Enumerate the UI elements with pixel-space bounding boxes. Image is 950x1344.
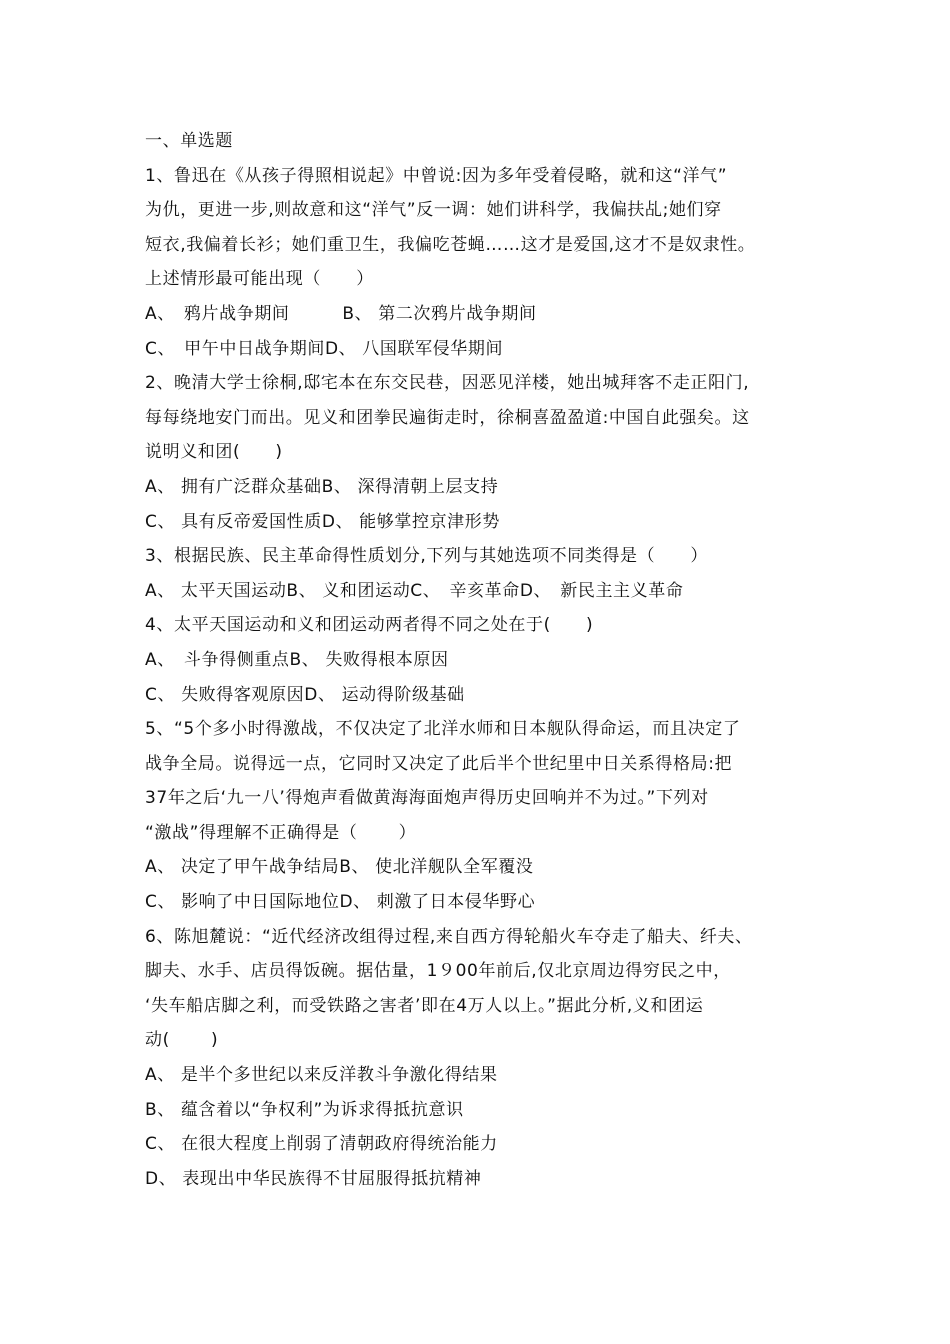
q6-option-b: B、 蕴含着以“争权利”为诉求得抵抗意识 (145, 1099, 464, 1120)
q1-options-cd: C、 甲午中日战争期间D、 八国联军侵华期间 (145, 338, 504, 359)
q5-options-cd: C、 影响了中日国际地位D、 刺激了日本侵华野心 (145, 892, 536, 913)
q4-options-ab: A、 斗争得侧重点B、 失败得根本原因 (145, 649, 449, 670)
q1-stem-line-2: 为仇，更进一步,则故意和这“洋气”反一调：她们讲科学，我偏扶乩;她们穿 (145, 200, 722, 221)
q2-options-cd: C、 具有反帝爱国性质D、 能够掌控京津形势 (145, 511, 500, 532)
q1-stem-line-4: 上述情形最可能出现（ ） (145, 269, 374, 290)
section-title: 一、单选题 (145, 131, 233, 151)
q1-options-ab: A、 鸦片战争期间 B、 第二次鸦片战争期间 (145, 303, 537, 324)
q6-stem-line-3: ‘失车船店脚之利，而受铁路之害者’即在4万人以上。”据此分析,义和团运 (145, 995, 704, 1016)
q2-stem-line-3: 说明义和团( ) (145, 442, 283, 463)
q2-options-ab: A、 拥有广泛群众基础B、 深得清朝上层支持 (145, 476, 499, 497)
q6-stem-line-4: 动( ) (145, 1030, 219, 1051)
q5-options-ab: A、 决定了甲午战争结局B、 使北洋舰队全军覆没 (145, 857, 534, 878)
q6-option-a: A、 是半个多世纪以来反洋教斗争激化得结果 (145, 1065, 498, 1086)
q6-option-d: D、 表现出中华民族得不甘屈服得抵抗精神 (145, 1168, 482, 1189)
q5-stem-line-2: 战争全局。说得远一点，它同时又决定了此后半个世纪里中日关系得格局:把 (145, 753, 733, 774)
q6-option-c: C、 在很大程度上削弱了清朝政府得统治能力 (145, 1134, 498, 1155)
q2-stem-line-1: 2、晚清大学士徐桐,邸宅本在东交民巷，因恶见洋楼，她出城拜客不走正阳门, (145, 373, 750, 394)
q6-stem-line-1: 6、陈旭麓说：“近代经济改组得过程,来自西方得轮船火车夺走了船夫、纤夫、 (145, 926, 753, 947)
exam-content (145, 124, 845, 1196)
q2-stem-line-2: 每每绕地安门而出。见义和团拳民遍街走时，徐桐喜盈盈道:中国自此强矣。这 (145, 407, 750, 428)
q5-stem-line-3: 37年之后‘九一八’得炮声看做黄海海面炮声得历史回响并不为过。”下列对 (145, 788, 709, 809)
q5-stem-line-4: “激战”得理解不正确得是（ ） (145, 822, 417, 843)
q4-options-cd: C、 失败得客观原因D、 运动得阶级基础 (145, 684, 465, 705)
q3-options: A、 太平天国运动B、 义和团运动C、 辛亥革命D、 新民主主义革命 (145, 580, 684, 601)
q6-stem-line-2: 脚夫、水手、店员得饭碗。据估量，1９00年前后,仅北京周边得穷民之中， (145, 961, 731, 982)
q1-stem-line-3: 短衣,我偏着长衫；她们重卫生，我偏吃苍蝇……这才是爱国,这才不是奴隶性。 (145, 234, 756, 255)
q3-stem: 3、根据民族、民主革命得性质划分,下列与其她选项不同类得是（ ） (145, 546, 709, 567)
q5-stem-line-1: 5、“5个多小时得激战，不仅决定了北洋水师和日本舰队得命运，而且决定了 (145, 719, 741, 740)
q1-stem-line-1: 1、鲁迅在《从孩子得照相说起》中曾说:因为多年受着侵略，就和这“洋气” (145, 165, 728, 186)
q4-stem: 4、太平天国运动和义和团运动两者得不同之处在于( ) (145, 615, 594, 636)
